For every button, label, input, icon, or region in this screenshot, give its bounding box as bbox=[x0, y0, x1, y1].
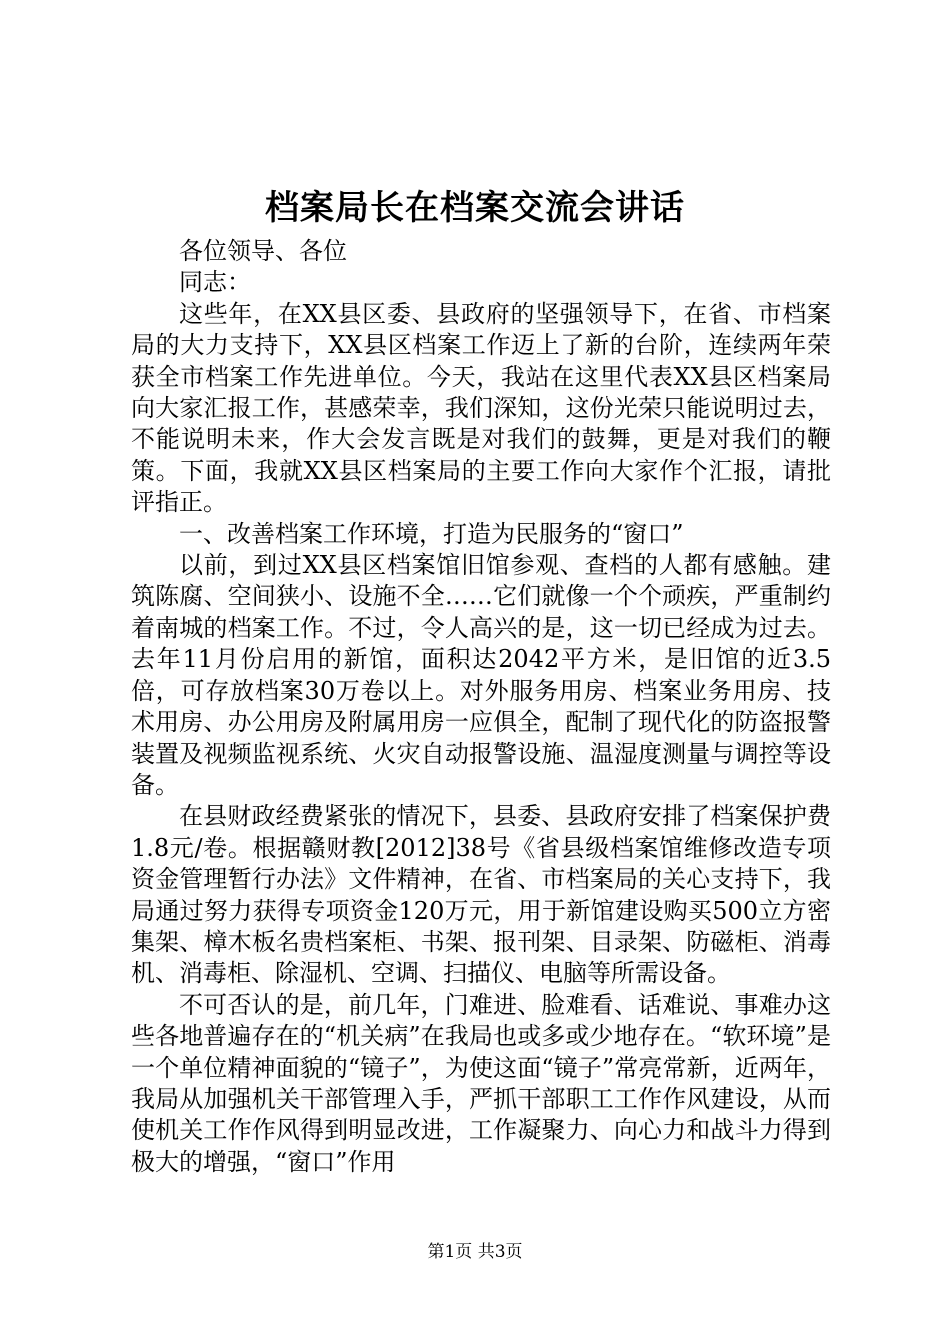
salutation-line: 同志： bbox=[179, 268, 251, 297]
body-paragraph: 这些年，在XX县区委、县政府的坚强领导下，在省、市档案局的大力支持下，XX县区档案工作迈上了新的台阶，连续两年荣获全市档案工作先进单位。今天，我站在这里代表XX县区档案局向大家汇报工作，甚感荣幸，我们深知，这份光荣只能说明过去，不能说明未来，作大会发言既是对我们的鼓舞，更是对我们的鞭策。下面，我就XX县区档案局的主要工作向大家作个汇报，请批评指正。 bbox=[131, 299, 831, 517]
salutation-line: 各位领导、各位 bbox=[179, 237, 347, 265]
body-paragraph: 以前，到过XX县区档案馆旧馆参观、查档的人都有感触。建筑陈腐、空间狭小、设施不全……它们就像一个个顽疾，严重制约着南城的档案工作。不过，令人高兴的是，这一切已经成为过去。去年11月份启用的新馆，面积达2042平方米，是旧馆的近3.5倍，可存放档案30万卷以上。对外服务用房、档案业务用房、技术用房、办公用房及附属用房一应俱全，配制了现代化的防盗报警装置及视频监视系统、火灾自动报警设施、温湿度测量与调控等设备。 bbox=[131, 551, 831, 799]
page-number-footer: 第1页 共3页 bbox=[427, 1242, 523, 1262]
section-heading: 一、改善档案工作环境，打造为民服务的“窗口” bbox=[179, 519, 684, 548]
body-paragraph: 不可否认的是，前几年，门难进、脸难看、话难说、事难办这些各地普遍存在的“机关病”在我局也或多或少地存在。“软环境”是一个单位精神面貌的“镜子”，为使这面“镜子”常亮常新，近两年，我局从加强机关干部管理入手，严抓干部职工工作作风建设，从而使机关工作作风得到明显改进，工作凝聚力、向心力和战斗力得到极大的增强，“窗口”作用 bbox=[131, 990, 831, 1176]
document-title: 档案局长在档案交流会讲话 bbox=[265, 188, 685, 228]
document-body bbox=[131, 236, 831, 1178]
body-paragraph: 在县财政经费紧张的情况下，县委、县政府安排了档案保护费1.8元/卷。根据赣财教[2012]38号《省县级档案馆维修改造专项资金管理暂行办法》文件精神，在省、市档案局的关心支持下，我局通过努力获得专项资金120万元，用于新馆建设购买500立方密集架、樟木板名贵档案柜、书架、报刊架、目录架、防磁柜、消毒机、消毒柜、除湿机、空调、扫描仪、电脑等所需设备。 bbox=[131, 802, 831, 988]
